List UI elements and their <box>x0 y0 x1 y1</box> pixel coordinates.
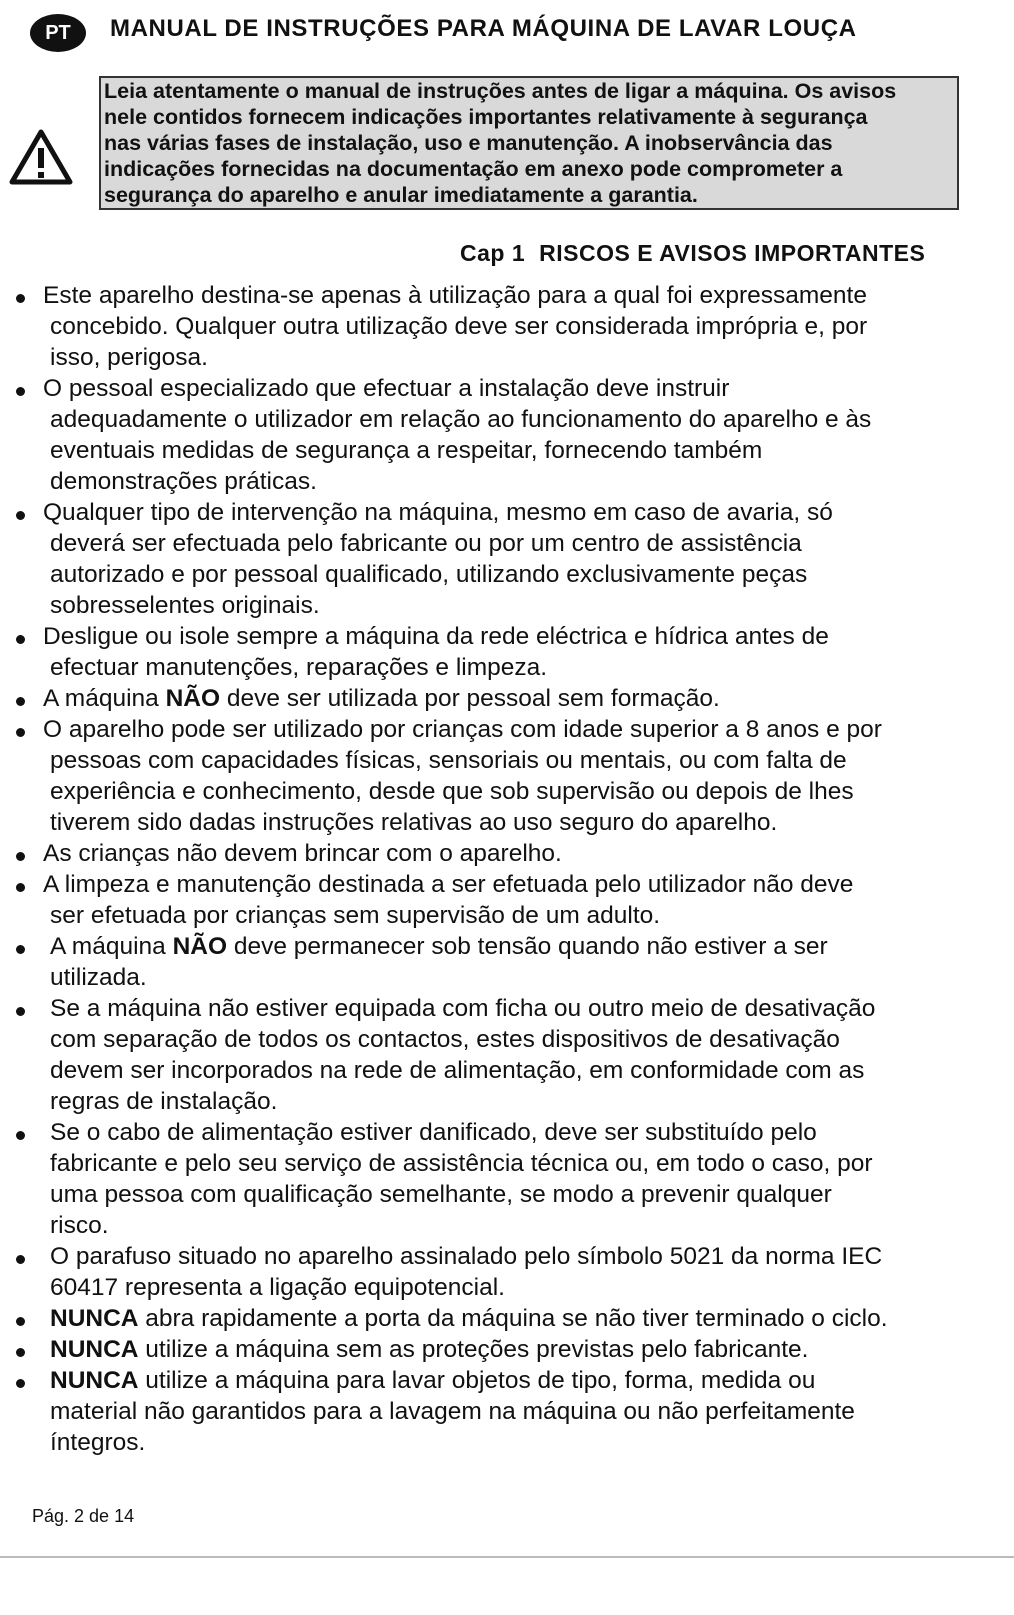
item-text: A limpeza e manutenção destinada a ser efetuada pelo utilizador não deve <box>43 871 854 898</box>
bullet <box>16 635 25 644</box>
bullet <box>16 1348 25 1357</box>
item-text: Desligue ou isole sempre a máquina da rede eléctrica e hídrica antes de <box>43 623 829 650</box>
list-item <box>0 714 1014 838</box>
item-text: deverá ser efectuada pelo fabricante ou por um centro de assistência <box>50 530 802 557</box>
item-text: demonstrações práticas. <box>50 468 317 495</box>
item-text: A máquina NÃO deve permanecer sob tensão quando não estiver a ser <box>50 933 828 960</box>
item-text: As crianças não devem brincar com o aparelho. <box>43 840 562 867</box>
item-text: efectuar manutenções, reparações e limpeza. <box>50 654 548 681</box>
list-item <box>0 1303 1014 1334</box>
list-item <box>0 373 1014 497</box>
list-item <box>0 1117 1014 1241</box>
item-text: autorizado e por pessoal qualificado, utilizando exclusivamente peças <box>50 561 808 588</box>
item-text: Se o cabo de alimentação estiver danificado, deve ser substituído pelo <box>50 1119 817 1146</box>
list-item <box>0 931 1014 993</box>
item-text: NUNCA utilize a máquina sem as proteções previstas pelo fabricante. <box>50 1336 809 1363</box>
warnings-list <box>0 280 1014 1495</box>
bullet <box>16 1131 25 1140</box>
bullet <box>16 697 25 706</box>
list-item <box>0 280 1014 373</box>
safety-notice-box <box>99 76 959 210</box>
bullet <box>16 883 25 892</box>
chapter-title: RISCOS E AVISOS IMPORTANTES <box>539 240 926 266</box>
item-text: sobresselentes originais. <box>50 592 320 619</box>
list-item <box>0 621 1014 683</box>
chapter-heading <box>460 240 925 267</box>
emphasis: NÃO <box>172 933 228 960</box>
list-item <box>0 1334 1014 1365</box>
item-text: O pessoal especializado que efectuar a instalação deve instruir <box>43 375 730 402</box>
language-badge: PT <box>30 14 86 52</box>
item-text: adequadamente o utilizador em relação ao funcionamento do aparelho e às <box>50 406 872 433</box>
item-text: A máquina NÃO deve ser utilizada por pessoal sem formação. <box>43 685 720 712</box>
list-item <box>0 993 1014 1117</box>
bullet <box>16 945 25 954</box>
item-text: uma pessoa com qualificação semelhante, se modo a prevenir qualquer <box>50 1181 832 1208</box>
bullet <box>16 728 25 737</box>
item-text: Se a máquina não estiver equipada com ficha ou outro meio de desativação <box>50 995 876 1022</box>
item-text: ser efetuada por crianças sem supervisão de um adulto. <box>50 902 661 929</box>
item-text: NUNCA utilize a máquina para lavar objetos de tipo, forma, medida ou <box>50 1367 816 1394</box>
bullet <box>16 1379 25 1388</box>
emphasis: NUNCA <box>50 1305 139 1332</box>
item-text: isso, perigosa. <box>50 344 208 371</box>
notice-line: nas várias fases de instalação, uso e manutenção. A inobservância das <box>104 131 833 155</box>
item-text: fabricante e pelo seu serviço de assistência técnica ou, em todo o caso, por <box>50 1150 873 1177</box>
emphasis: NUNCA <box>50 1367 139 1394</box>
item-text: íntegros. <box>50 1429 146 1456</box>
item-text: O aparelho pode ser utilizado por crianças com idade superior a 8 anos e por <box>43 716 882 743</box>
item-text: regras de instalação. <box>50 1088 278 1115</box>
item-text: material não garantidos para a lavagem na máquina ou não perfeitamente <box>50 1398 855 1425</box>
list-item <box>0 683 1014 714</box>
bullet <box>16 387 25 396</box>
item-text: risco. <box>50 1212 109 1239</box>
item-text: Qualquer tipo de intervenção na máquina, mesmo em caso de avaria, só <box>43 499 833 526</box>
bullet <box>16 294 25 303</box>
notice-line: segurança do aparelho e anular imediatamente a garantia. <box>104 183 698 207</box>
item-text: utilizada. <box>50 964 147 991</box>
item-text: devem ser incorporados na rede de alimentação, em conformidade com as <box>50 1057 865 1084</box>
chapter-number: Cap 1 <box>460 240 526 266</box>
item-text: tiverem sido dadas instruções relativas ao uso seguro do aparelho. <box>50 809 778 836</box>
emphasis: NUNCA <box>50 1336 139 1363</box>
page-number: Pág. 2 de 14 <box>32 1506 135 1526</box>
item-text: NUNCA abra rapidamente a porta da máquina se não tiver terminado o ciclo. <box>50 1305 888 1332</box>
list-item <box>0 1365 1014 1458</box>
item-text: concebido. Qualquer outra utilização deve ser considerada imprópria e, por <box>50 313 868 340</box>
item-text: 60417 representa a ligação equipotencial. <box>50 1274 505 1301</box>
emphasis: NÃO <box>165 685 221 712</box>
bullet <box>16 1007 25 1016</box>
item-text: Este aparelho destina-se apenas à utilização para a qual foi expressamente <box>43 282 867 309</box>
document-title: MANUAL DE INSTRUÇÕES PARA MÁQUINA DE LAVAR LOUÇA <box>110 15 857 42</box>
list-item <box>0 838 1014 869</box>
bullet <box>16 852 25 861</box>
list-item <box>0 869 1014 931</box>
item-text: pessoas com capacidades físicas, sensoriais ou mentais, ou com falta de <box>50 747 847 774</box>
bullet <box>16 1317 25 1326</box>
item-text: com separação de todos os contactos, estes dispositivos de desativação <box>50 1026 840 1053</box>
page-header <box>30 12 990 56</box>
warning-triangle-icon <box>8 128 74 186</box>
notice-line: indicações fornecidas na documentação em anexo pode comprometer a <box>104 157 843 181</box>
item-text: O parafuso situado no aparelho assinalado pelo símbolo 5021 da norma IEC <box>50 1243 883 1270</box>
footer-divider <box>0 1556 1014 1558</box>
notice-line: Leia atentamente o manual de instruções antes de ligar a máquina. Os avisos <box>104 79 897 103</box>
list-item <box>0 1241 1014 1303</box>
bullet <box>16 511 25 520</box>
list-item <box>0 497 1014 621</box>
bullet <box>16 1255 25 1264</box>
item-text: experiência e conhecimento, desde que sob supervisão ou depois de lhes <box>50 778 854 805</box>
item-text: eventuais medidas de segurança a respeitar, fornecendo também <box>50 437 763 464</box>
notice-line: nele contidos fornecem indicações importantes relativamente à segurança <box>104 105 868 129</box>
